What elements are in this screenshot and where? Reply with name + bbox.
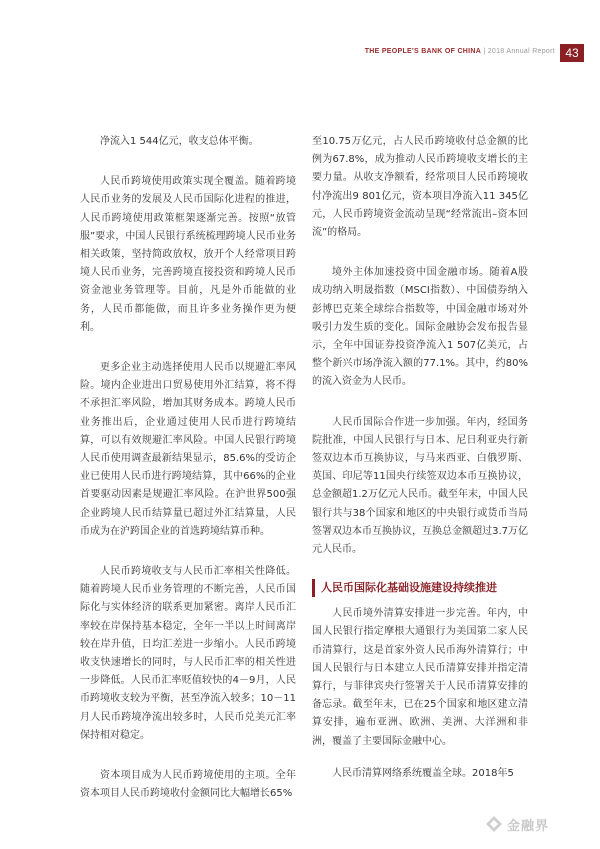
paragraph: 资本项目成为人民币跨境使用的主项。全年资本项目人民币跨境收付金额同比大幅增长65% [80, 770, 296, 800]
paragraph: 人民币清算网络系统覆盖全球。2018年5 [332, 767, 514, 779]
paragraph: 人民币跨境使用政策实现全覆盖。随着跨境人民币业务的发展及人民币国际化进程的推进，人民币跨境使用政策框架逐渐完善。按照“放管服”要求，中国人民银行系统梳理跨境人民币业务相关政策，坚持简政放权，放开个人经常项目跨境人民币业务，完善跨境直接投资和跨境人民币资金池业务管理等。目前，凡是外币能做的业务，人民币都能做，而且许多业务操作更为便利。 [80, 176, 296, 333]
watermark-text: 金融界 [507, 819, 550, 834]
paragraph: 至10.75万亿元，占人民币跨境收付总金额的比例为67.8%，成为推动人民币跨境收支增长的主要力量。从收支净额看，经常项目人民币跨境收付净流出9 801亿元，资本项目净流入11 345亿元，人民币跨境资金流动呈现“经常流出–资本回流”的格局。 [312, 136, 528, 239]
report-title-bold: THE PEOPLE'S BANK OF CHINA [364, 48, 482, 55]
paragraph: 更多企业主动选择使用人民币以规避汇率风险。境内企业进出口贸易使用外汇结算，将不得不承担汇率风险，增加其财务成本。跨境人民币业务推出后，企业通过使用人民币进行跨境结算，可以有效规避汇率风险。中国人民银行跨境人民币使用调查最新结果显示，85.6%的受访企业已使用人民币进行跨境结算，其中66%的企业首要驱动因素是规避汇率风险。在沪世界500强企业跨境人民币结算量已超过外汇结算量，人民币成为在沪跨国企业的首选跨境结算币种。 [80, 362, 296, 537]
page-number: 43 [560, 44, 584, 62]
report-title [365, 48, 555, 55]
paragraph: 人民币跨境收支与人民币汇率相关性降低。随着跨境人民币业务管理的不断完善，人民币国际化与实体经济的联系更加紧密。离岸人民币汇率较在岸保持基本稳定，全年一半以上时间离岸较在岸升值，日均汇差进一步缩小。人民币跨境收支快速增长的同时，与人民币汇率的相关性进一步降低。人民币汇率贬值较快的4－9月，人民币跨境收支较为平衡，甚至净流入较多；10－11月人民币跨境净流出较多时，人民币兑美元汇率保持相对稳定。 [80, 566, 296, 741]
jinrongjie-logo-icon [485, 815, 503, 833]
paragraph: 境外主体加速投资中国金融市场。随着A股成功纳入明晟指数（MSCI指数）、中国债券纳入彭博巴克莱全球综合指数等，中国金融市场对外吸引力发生质的变化。国际金融协会发布报告显示，全年中国证券投资净流入1 507亿美元，占整个新兴市场净流入额的77.1%。其中，约80%的流入资金为人民币。 [312, 267, 528, 388]
section-heading: 人民币国际化基础设施建设持续推进 [312, 579, 528, 597]
report-title-year: | 2018 Annual Report [481, 48, 555, 55]
paragraph: 人民币国际合作进一步加强。年内，经国务院批准，中国人民银行与日本、尼日利亚央行新签双边本币互换协议，与马来西亚、白俄罗斯、英国、印尼等11国央行续签双边本币互换协议，总金额超1.2万亿元人民币。截至年末，中国人民银行共与38个国家和地区的中央银行或货币当局签署双边本币互换协议，互换总金额超过3.7万亿元人民币。 [312, 416, 528, 556]
page-header [0, 0, 600, 70]
paragraph: 净流入1 544亿元，收支总体平衡。 [100, 136, 259, 147]
paragraph: 人民币境外清算安排进一步完善。年内，中国人民银行指定摩根大通银行为美国第二家人民币清算行，这是首家外资人民币海外清算行；中国人民银行与日本建立人民币清算安排并指定清算行，与菲律宾央行签署关于人民币清算安排的备忘录。截至年末，已在25个国家和地区建立清算安排，遍布亚洲、欧洲、美洲、大洋洲和非洲，覆盖了主要国际金融中心。 [312, 608, 528, 747]
left-column [80, 133, 296, 804]
right-column [312, 133, 528, 783]
watermark [485, 813, 580, 835]
